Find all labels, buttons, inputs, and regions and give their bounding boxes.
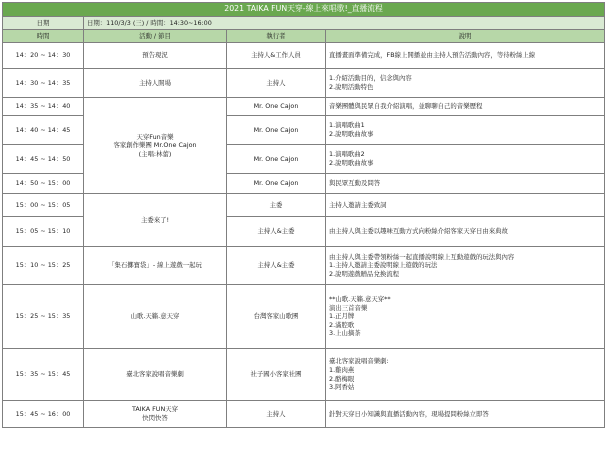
executor-cell: Mr. One Cajon [227,116,326,145]
description-cell [326,247,605,285]
description-line: 1.介紹活動目的，信念與內容 [329,74,412,83]
time-cell: 14：40 ~ 14：45 [3,116,84,145]
time-cell: 14：50 ~ 15：00 [3,174,84,194]
time-cell: 15：10 ~ 15：25 [3,247,84,285]
description-cell [326,174,605,194]
description-cell [326,43,605,69]
description-line: 1.演唱歌曲2 [329,150,365,159]
description-line: 音樂團體與民眾自我介紹演唱，並聊聊自己的音樂歷程 [329,102,483,111]
activity-line: 客家創作樂團 Mr.One Cajon [113,141,197,150]
description-line: 1.雞肉燕 [329,365,355,374]
date-value: 日期：110/3/3 (三) / 時間：14:30~16:00 [84,17,605,30]
activity-line: 快閃快答 [142,414,168,422]
time-cell: 15：05 ~ 15：10 [3,217,84,247]
header-description: 說明 [326,30,605,43]
description-line: 2.說明活動特色 [329,83,374,91]
activity-line: TAIKA FUN天穿 [131,405,179,414]
executor-cell: Mr. One Cajon [227,145,326,174]
activity-cell [84,69,227,98]
time-cell: 15：00 ~ 15：05 [3,194,84,217]
executor-cell: Mr. One Cajon [227,98,326,116]
executor-cell: 主持人&主委 [227,217,326,247]
description-cell [326,217,605,247]
description-line: 2.說明歌曲故事 [329,159,374,167]
description-line: 2.說明遊戲贈品兌換流程 [329,269,400,278]
executor-cell: Mr. One Cajon [227,174,326,194]
time-cell: 15：25 ~ 15：35 [3,285,84,349]
description-line: 1.演唱歌曲1 [329,121,365,130]
description-line: 2.酪梅眼 [329,374,355,383]
description-line: 臺北客家說唱音樂劇: [329,357,389,366]
description-cell [326,349,605,401]
activity-cell [84,285,227,349]
activity-cell [84,349,227,401]
time-cell: 14：45 ~ 14：50 [3,145,84,174]
time-cell: 14：35 ~ 14：40 [3,98,84,116]
activity-line: 「集石擲寶袋」- 線上遊戲一起玩 [108,261,202,270]
executor-cell: 主持人 [227,69,326,98]
table-row [3,247,605,285]
executor-cell: 主持人&主委 [227,247,326,285]
activity-cell [84,98,227,194]
description-cell [326,194,605,217]
description-cell [326,401,605,428]
schedule-table [2,2,605,428]
activity-cell [84,43,227,69]
executor-cell: 社子國小客家社團 [227,349,326,401]
description-line: 主持人邀請主委致詞 [329,200,387,209]
table-row [3,285,605,349]
description-line: 與民眾互動及問答 [329,179,381,188]
table-row [3,43,605,69]
description-line: 2.說明歌曲故事 [329,130,374,138]
activity-cell [84,401,227,428]
header-activity: 活動 / 節目 [84,30,227,43]
table-row [3,401,605,428]
header-time: 時間 [3,30,84,43]
executor-cell: 主持人 [227,401,326,428]
executor-cell: 台灣客家山歌團 [227,285,326,349]
description-line: 由主持人與主委以趣味互動方式向粉絲介紹客家天穿日由來典故 [329,227,508,236]
time-cell: 14：30 ~ 14：35 [3,69,84,98]
description-line: 1.主持人邀請主委說明線上遊戲的玩法 [329,261,438,270]
description-line: 3.上山摘茶 [329,329,361,338]
time-cell: 15：35 ~ 15：45 [3,349,84,401]
description-cell [326,285,605,349]
description-cell [326,98,605,116]
activity-line: 主持人開場 [139,78,171,87]
description-line: **山歌.天籟.意天穿** [329,295,391,304]
activity-line: 預告現況 [142,51,168,60]
activity-line: 臺北客家說唱音樂劇 [126,370,184,379]
description-line: 3.阿香姑 [329,383,355,392]
time-cell: 14：20 ~ 14：30 [3,43,84,69]
description-line: 針對天穿日小知識與直播活動內容，現場提問粉絲立即答 [329,409,489,418]
table-row [3,194,605,217]
activity-line: 山歌.天籟.意天穿 [130,312,180,321]
header-executor: 執行者 [227,30,326,43]
activity-line: 天穿Fun音樂 [136,132,174,141]
description-line: 1.正月牌 [329,312,355,321]
time-cell: 15：45 ~ 16：00 [3,401,84,428]
description-line: 演出三首音樂 [329,303,368,312]
activity-line: 主委來了! [140,215,170,224]
date-label: 日期 [3,17,84,30]
description-line: 直播畫面準備完成，FB線上開播並由主持人預告活動內容，等待粉絲上線 [329,51,536,60]
executor-cell: 主持人&工作人員 [227,43,326,69]
executor-cell: 主委 [227,194,326,217]
description-cell [326,116,605,145]
activity-cell [84,247,227,285]
description-cell [326,69,605,98]
description-cell [326,145,605,174]
table-row [3,98,605,116]
description-line: 由主持人與主委帶領粉絲一起直播說明線上互動遊戲的玩法與內容 [329,252,515,261]
activity-line: (主唱:林蕾) [138,149,172,158]
table-row [3,69,605,98]
table-title: 2021 TAIKA FUN天穿-線上來唱歌!_直播流程 [3,3,605,17]
description-line: 2.滿腔歌 [329,320,355,329]
table-row [3,349,605,401]
activity-cell [84,194,227,247]
